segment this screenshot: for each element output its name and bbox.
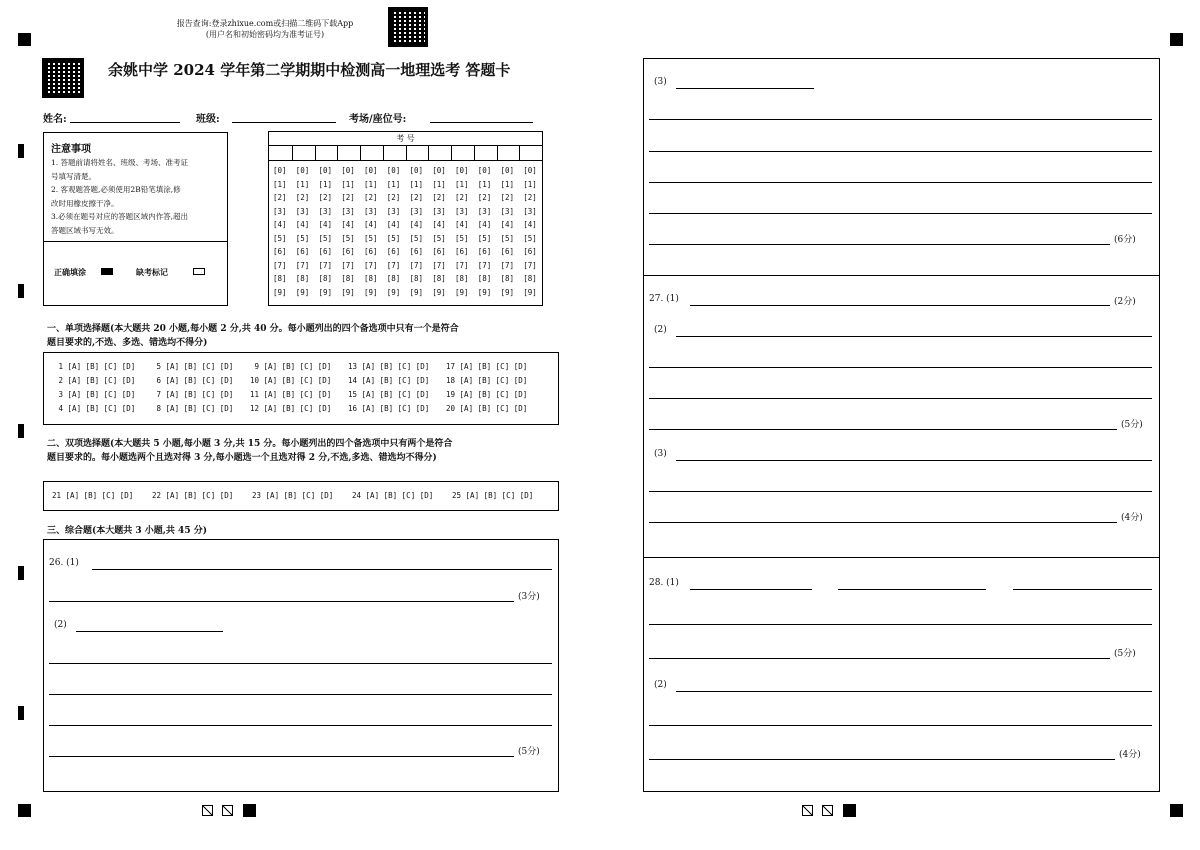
answer-line[interactable] <box>676 88 814 89</box>
exam-number-bubble[interactable]: [7] <box>523 260 537 270</box>
exam-number-bubble[interactable]: [1] <box>432 179 446 189</box>
qr-code <box>388 7 428 47</box>
exam-number-bubble[interactable]: [4] <box>477 220 492 229</box>
exam-number-bubble[interactable]: [4] <box>455 220 469 229</box>
exam-number-bubble[interactable]: [3] <box>386 206 401 216</box>
class-field[interactable] <box>232 122 336 123</box>
choice-question-row[interactable]: 7 [A] [B] [C] [D] <box>152 390 234 399</box>
exam-number-bubble[interactable]: [6] <box>386 247 401 256</box>
exam-number-bubble[interactable]: [0] <box>386 166 401 175</box>
exam-number-bubble[interactable]: [1] <box>318 179 333 189</box>
exam-number-bubble[interactable]: [8] <box>523 274 537 283</box>
exam-number-bubble[interactable]: [7] <box>364 260 378 270</box>
exam-number-bubble[interactable]: [1] <box>500 179 515 189</box>
corner-mark-bl <box>18 804 31 817</box>
exam-number-bubble[interactable]: [6] <box>273 247 287 256</box>
exam-number-bubble[interactable]: [4] <box>273 220 287 229</box>
notice-item: 答题区域书写无效。 <box>51 225 119 235</box>
section3-title: 三、综合题(本大题共 3 小题,共 45 分) <box>47 526 207 536</box>
exam-number-bubble[interactable]: [3] <box>477 206 492 216</box>
exam-number-bubble[interactable]: [3] <box>409 206 424 216</box>
exam-number-bubble[interactable]: [8] <box>409 274 424 283</box>
exam-number-write-box[interactable] <box>406 145 429 160</box>
exam-number-bubble[interactable]: [2] <box>409 193 424 202</box>
exam-number-write-box[interactable] <box>383 145 406 160</box>
exam-number-bubble[interactable]: [9] <box>409 287 424 297</box>
exam-number-bubble[interactable]: [5] <box>318 233 333 243</box>
q27-part2-label: (2) <box>654 325 667 335</box>
absent-mark-label: 缺考标记 <box>136 267 168 277</box>
exam-number-bubble[interactable]: [2] <box>295 193 310 202</box>
corner-mark-tr <box>1170 33 1183 46</box>
exam-number-write-box[interactable] <box>315 145 338 160</box>
exam-number-bubble[interactable]: [5] <box>273 233 287 243</box>
notice-heading: 注意事项 <box>51 144 91 155</box>
exam-number-bubble[interactable]: [7] <box>318 260 333 270</box>
answer-line[interactable] <box>649 759 1115 760</box>
exam-number-bubble[interactable]: [5] <box>500 233 515 243</box>
choice-question-row[interactable]: 17 [A] [B] [C] [D] <box>446 362 528 371</box>
page-mark-solid <box>243 804 256 817</box>
answer-line[interactable] <box>76 631 223 632</box>
exam-number-bubble[interactable]: [6] <box>364 247 378 256</box>
notice-item: 改时用橡皮擦干净。 <box>51 198 119 208</box>
q27-answer-box <box>643 275 1160 558</box>
q26-answer-box <box>43 539 559 792</box>
exam-number-bubble[interactable]: [8] <box>432 274 446 283</box>
answer-line[interactable] <box>49 725 552 726</box>
exam-number-bubble[interactable]: [7] <box>500 260 515 270</box>
exam-number-bubble[interactable]: [4] <box>432 220 446 229</box>
section2-title-line1: 二、双项选择题(本大题共 5 小题,每小题 3 分,共 15 分。每小题列出的四个备选项中只有两个是符合 <box>47 439 453 449</box>
exam-number-bubble[interactable]: [5] <box>477 233 492 243</box>
choice-question-row[interactable]: 5 [A] [B] [C] [D] <box>152 362 234 371</box>
exam-number-bubble[interactable]: [4] <box>409 220 424 229</box>
exam-number-bubble[interactable]: [2] <box>318 193 333 202</box>
answer-line[interactable] <box>649 213 1152 214</box>
choice-question-row[interactable]: 15 [A] [B] [C] [D] <box>348 390 430 399</box>
answer-line[interactable] <box>649 398 1152 399</box>
exam-number-bubble[interactable]: [2] <box>341 193 355 202</box>
choice-question-row[interactable]: 8 [A] [B] [C] [D] <box>152 404 234 413</box>
choice-question-row[interactable]: 3 [A] [B] [C] [D] <box>54 390 136 399</box>
exam-number-bubble[interactable]: [7] <box>409 260 424 270</box>
timing-mark <box>18 144 24 158</box>
exam-number-bubble[interactable]: [0] <box>364 166 378 175</box>
exam-number-write-box[interactable] <box>360 145 383 160</box>
notice-list <box>51 156 188 237</box>
section1-answer-box <box>43 352 559 425</box>
report-query-line1: 报告查询:登录zhixue.com或扫描二维码下载App <box>176 19 354 28</box>
q28-part1-points: (5分) <box>1114 649 1136 659</box>
multi-choice-question-row[interactable]: 21 [A] [B] [C] [D] <box>52 491 134 500</box>
exam-number-bubble[interactable]: [4] <box>364 220 378 229</box>
answer-line[interactable] <box>649 244 1110 245</box>
exam-number-bubble[interactable]: [0] <box>500 166 515 175</box>
notice-box <box>43 132 228 306</box>
exam-number-bubble[interactable]: [0] <box>432 166 446 175</box>
choice-question-row[interactable]: 11 [A] [B] [C] [D] <box>250 390 332 399</box>
exam-number-bubble[interactable]: [0] <box>318 166 333 175</box>
correct-fill-label: 正确填涂 <box>54 267 86 277</box>
exam-number-bubble[interactable]: [8] <box>318 274 333 283</box>
exam-number-bubble[interactable]: [9] <box>295 287 310 297</box>
exam-number-bubble[interactable]: [1] <box>364 179 378 189</box>
section2-answer-box <box>43 481 559 511</box>
section2-title <box>47 437 452 465</box>
exam-number-bubble[interactable]: [8] <box>364 274 378 283</box>
section1-title-line2: 题目要求的,不选、多选、错选均不得分) <box>47 338 208 348</box>
q28-part2-label: (2) <box>654 680 667 690</box>
answer-line[interactable] <box>838 589 986 590</box>
exam-number-bubble[interactable]: [6] <box>500 247 515 256</box>
answer-line[interactable] <box>649 522 1117 523</box>
exam-number-bubble[interactable]: [1] <box>523 179 537 189</box>
choice-question-row[interactable]: 12 [A] [B] [C] [D] <box>250 404 332 413</box>
exam-number-bubble[interactable]: [5] <box>455 233 469 243</box>
exam-number-bubble[interactable]: [0] <box>295 166 310 175</box>
notice-item: 号填写清楚。 <box>51 171 96 181</box>
answer-line[interactable] <box>649 658 1110 659</box>
q26-part3-label: (3) <box>654 77 667 87</box>
grid-row-line <box>269 160 542 161</box>
exam-number-bubble[interactable]: [1] <box>409 179 424 189</box>
choice-question-row[interactable]: 20 [A] [B] [C] [D] <box>446 404 528 413</box>
correct-fill-sample <box>101 268 113 275</box>
exam-number-bubble[interactable]: [7] <box>455 260 469 270</box>
q26-continued-box <box>643 58 1160 276</box>
exam-number-bubble[interactable]: [2] <box>500 193 515 202</box>
exam-number-bubble[interactable]: [9] <box>364 287 378 297</box>
exam-number-bubble[interactable]: [9] <box>273 287 287 297</box>
exam-number-bubble[interactable]: [2] <box>432 193 446 202</box>
exam-number-bubble[interactable]: [1] <box>273 179 287 189</box>
exam-number-bubble[interactable]: [9] <box>341 287 355 297</box>
q26-part3-points: (6分) <box>1114 235 1136 245</box>
corner-mark-tl <box>18 33 31 46</box>
exam-number-bubble[interactable]: [3] <box>432 206 446 216</box>
timing-mark <box>18 424 24 438</box>
answer-line[interactable] <box>649 429 1117 430</box>
notice-item: 3.必须在题号对应的答题区域内作答,超出 <box>51 212 189 221</box>
exam-number-bubble[interactable]: [6] <box>432 247 446 256</box>
exam-number-bubble[interactable]: [6] <box>409 247 424 256</box>
exam-number-bubble[interactable]: [8] <box>477 274 492 283</box>
exam-number-bubble[interactable]: [7] <box>432 260 446 270</box>
exam-number-write-box[interactable] <box>337 145 360 160</box>
exam-number-bubble[interactable]: [5] <box>364 233 378 243</box>
page-mark-cross <box>202 805 213 816</box>
exam-number-bubble[interactable]: [3] <box>455 206 469 216</box>
exam-number-write-box[interactable] <box>474 145 497 160</box>
answer-line[interactable] <box>690 589 812 590</box>
multi-choice-question-row[interactable]: 22 [A] [B] [C] [D] <box>152 491 234 500</box>
choice-question-row[interactable]: 18 [A] [B] [C] [D] <box>446 376 528 385</box>
exam-number-bubble[interactable]: [6] <box>318 247 333 256</box>
exam-number-bubble[interactable]: [6] <box>295 247 310 256</box>
answer-line[interactable] <box>649 367 1152 368</box>
exam-number-bubble[interactable]: [7] <box>295 260 310 270</box>
exam-number-bubble[interactable]: [3] <box>318 206 333 216</box>
exam-number-bubble[interactable]: [0] <box>523 166 537 175</box>
q26-part1-label: 26. (1) <box>49 558 79 568</box>
exam-number-bubble[interactable]: [8] <box>341 274 355 283</box>
exam-number-bubble[interactable]: [1] <box>477 179 492 189</box>
qr-code-left <box>42 58 84 98</box>
exam-number-bubble[interactable]: [9] <box>318 287 333 297</box>
q28-part1-label: 28. (1) <box>649 578 679 588</box>
absent-mark-box[interactable] <box>193 268 205 275</box>
room-label: 考场/座位号: <box>349 114 407 125</box>
section2-title-line2: 题目要求的。每小题选两个且选对得 3 分,每小题选一个且选对得 2 分,不选,多选、错选均不得分) <box>47 453 437 463</box>
exam-number-bubble[interactable]: [5] <box>386 233 401 243</box>
notice-divider <box>44 241 227 242</box>
exam-number-bubble[interactable]: [0] <box>477 166 492 175</box>
exam-number-bubble[interactable]: [5] <box>341 233 355 243</box>
exam-number-bubble[interactable]: [2] <box>477 193 492 202</box>
multi-choice-question-row[interactable]: 23 [A] [B] [C] [D] <box>252 491 334 500</box>
exam-number-bubble[interactable]: [1] <box>386 179 401 189</box>
answer-line[interactable] <box>649 182 1152 183</box>
exam-number-write-box[interactable] <box>519 145 542 160</box>
q27-part1-points: (2分) <box>1114 297 1136 307</box>
exam-number-bubble[interactable]: [5] <box>409 233 424 243</box>
answer-line[interactable] <box>92 569 552 570</box>
exam-number-bubble[interactable]: [9] <box>455 287 469 297</box>
exam-number-bubble[interactable]: [6] <box>455 247 469 256</box>
exam-number-write-box[interactable] <box>269 145 292 160</box>
exam-number-bubble[interactable]: [8] <box>455 274 469 283</box>
timing-mark <box>18 566 24 580</box>
choice-question-row[interactable]: 1 [A] [B] [C] [D] <box>54 362 136 371</box>
notice-item: 1. 答题前请将姓名、班级、考场、准考证 <box>51 158 189 167</box>
exam-number-bubble[interactable]: [3] <box>523 206 537 216</box>
room-field[interactable] <box>430 122 533 123</box>
section1-title-line1: 一、单项选择题(本大题共 20 小题,每小题 2 分,共 40 分。每小题列出的四个备选项中只有一个是符合 <box>47 324 459 334</box>
answer-line[interactable] <box>649 119 1152 120</box>
answer-line[interactable] <box>49 756 514 757</box>
q28-answer-box <box>643 557 1160 792</box>
exam-number-bubble[interactable]: [3] <box>341 206 355 216</box>
answer-line[interactable] <box>49 663 552 664</box>
exam-number-bubble[interactable]: [0] <box>341 166 355 175</box>
exam-number-grid <box>268 131 543 306</box>
exam-number-bubble[interactable]: [6] <box>523 247 537 256</box>
exam-number-write-box[interactable] <box>451 145 474 160</box>
section1-title <box>47 322 459 350</box>
exam-number-bubble[interactable]: [3] <box>295 206 310 216</box>
answer-line[interactable] <box>676 336 1152 337</box>
choice-question-row[interactable]: 16 [A] [B] [C] [D] <box>348 404 430 413</box>
exam-number-bubble[interactable]: [4] <box>523 220 537 229</box>
name-label: 姓名: <box>43 114 67 125</box>
page-mark-solid <box>843 804 856 817</box>
answer-line[interactable] <box>649 624 1152 625</box>
exam-number-bubble[interactable]: [7] <box>273 260 287 270</box>
q26-part2-label: (2) <box>54 620 67 630</box>
page-title: 余姚中学 2024 学年第二学期期中检测高一地理选考 答题卡 <box>108 61 511 79</box>
exam-number-bubble[interactable]: [8] <box>500 274 515 283</box>
q27-part1-label: 27. (1) <box>649 294 679 304</box>
answer-line[interactable] <box>49 601 514 602</box>
multi-choice-question-row[interactable]: 24 [A] [B] [C] [D] <box>352 491 434 500</box>
choice-question-row[interactable]: 4 [A] [B] [C] [D] <box>54 404 136 413</box>
exam-number-bubble[interactable]: [7] <box>341 260 355 270</box>
exam-number-bubble[interactable]: [8] <box>295 274 310 283</box>
exam-number-bubble[interactable]: [2] <box>386 193 401 202</box>
exam-number-bubble[interactable]: [2] <box>364 193 378 202</box>
choice-question-row[interactable]: 10 [A] [B] [C] [D] <box>250 376 332 385</box>
exam-number-bubble[interactable]: [2] <box>273 193 287 202</box>
exam-number-bubble[interactable]: [8] <box>273 274 287 283</box>
exam-number-bubble[interactable]: [0] <box>273 166 287 175</box>
q28-part2-points: (4分) <box>1119 750 1141 760</box>
q26-part2-points: (5分) <box>518 747 540 757</box>
q27-part2-points: (5分) <box>1121 420 1143 430</box>
notice-item: 2. 客观题答题,必须使用2B铅笔填涂,修 <box>51 185 181 194</box>
exam-number-bubble[interactable]: [9] <box>477 287 492 297</box>
page-mark-cross <box>802 805 813 816</box>
corner-mark-br <box>1170 804 1183 817</box>
exam-number-bubble[interactable]: [3] <box>364 206 378 216</box>
answer-line[interactable] <box>649 491 1152 492</box>
choice-question-row[interactable]: 9 [A] [B] [C] [D] <box>250 362 332 371</box>
exam-number-bubble[interactable]: [2] <box>455 193 469 202</box>
exam-number-bubble[interactable]: [4] <box>386 220 401 229</box>
choice-question-row[interactable]: 13 [A] [B] [C] [D] <box>348 362 430 371</box>
exam-number-bubble[interactable]: [1] <box>341 179 355 189</box>
choice-question-row[interactable]: 19 [A] [B] [C] [D] <box>446 390 528 399</box>
exam-number-bubble[interactable]: [6] <box>341 247 355 256</box>
report-query-line2: (用户名和初始密码均为准考证号) <box>205 30 325 39</box>
exam-number-bubble[interactable]: [7] <box>386 260 401 270</box>
multi-choice-question-row[interactable]: 25 [A] [B] [C] [D] <box>452 491 534 500</box>
exam-number-bubble[interactable]: [4] <box>341 220 355 229</box>
name-field[interactable] <box>70 122 180 123</box>
exam-number-write-box[interactable] <box>292 145 315 160</box>
answer-line[interactable] <box>1013 589 1152 590</box>
class-label: 班级: <box>196 114 220 125</box>
exam-number-bubble[interactable]: [0] <box>455 166 469 175</box>
q26-part1-points: (3分) <box>518 592 540 602</box>
exam-number-bubble[interactable]: [5] <box>295 233 310 243</box>
exam-number-bubble[interactable]: [4] <box>295 220 310 229</box>
timing-mark <box>18 706 24 720</box>
exam-number-bubble[interactable]: [3] <box>500 206 515 216</box>
exam-number-bubble[interactable]: [3] <box>273 206 287 216</box>
exam-number-bubble[interactable]: [9] <box>432 287 446 297</box>
exam-number-bubble[interactable]: [4] <box>500 220 515 229</box>
answer-line[interactable] <box>49 694 552 695</box>
answer-line[interactable] <box>676 691 1152 692</box>
choice-question-row[interactable]: 6 [A] [B] [C] [D] <box>152 376 234 385</box>
exam-number-header: 考 号 <box>396 134 415 143</box>
exam-number-bubble[interactable]: [2] <box>523 193 537 202</box>
exam-number-bubble[interactable]: [0] <box>409 166 424 175</box>
exam-number-write-box[interactable] <box>428 145 451 160</box>
exam-number-bubble[interactable]: [7] <box>477 260 492 270</box>
exam-number-bubble[interactable]: [9] <box>386 287 401 297</box>
timing-mark <box>18 284 24 298</box>
choice-question-row[interactable]: 2 [A] [B] [C] [D] <box>54 376 136 385</box>
q27-part3-points: (4分) <box>1121 513 1143 523</box>
exam-number-bubble[interactable]: [9] <box>523 287 537 297</box>
exam-number-bubble[interactable]: [5] <box>432 233 446 243</box>
exam-number-bubble[interactable]: [5] <box>523 233 537 243</box>
answer-line[interactable] <box>690 305 1110 306</box>
exam-number-bubble[interactable]: [4] <box>318 220 333 229</box>
exam-number-bubble[interactable]: [8] <box>386 274 401 283</box>
exam-number-bubble[interactable]: [9] <box>500 287 515 297</box>
exam-number-bubble[interactable]: [6] <box>477 247 492 256</box>
page-mark-cross <box>222 805 233 816</box>
answer-line[interactable] <box>649 725 1152 726</box>
exam-number-write-box[interactable] <box>497 145 520 160</box>
exam-number-bubble[interactable]: [1] <box>455 179 469 189</box>
answer-line[interactable] <box>676 460 1152 461</box>
choice-question-row[interactable]: 14 [A] [B] [C] [D] <box>348 376 430 385</box>
report-query-note <box>170 18 360 40</box>
exam-number-bubble[interactable]: [1] <box>295 179 310 189</box>
q27-part3-label: (3) <box>654 449 667 459</box>
answer-line[interactable] <box>649 151 1152 152</box>
page-mark-cross <box>822 805 833 816</box>
